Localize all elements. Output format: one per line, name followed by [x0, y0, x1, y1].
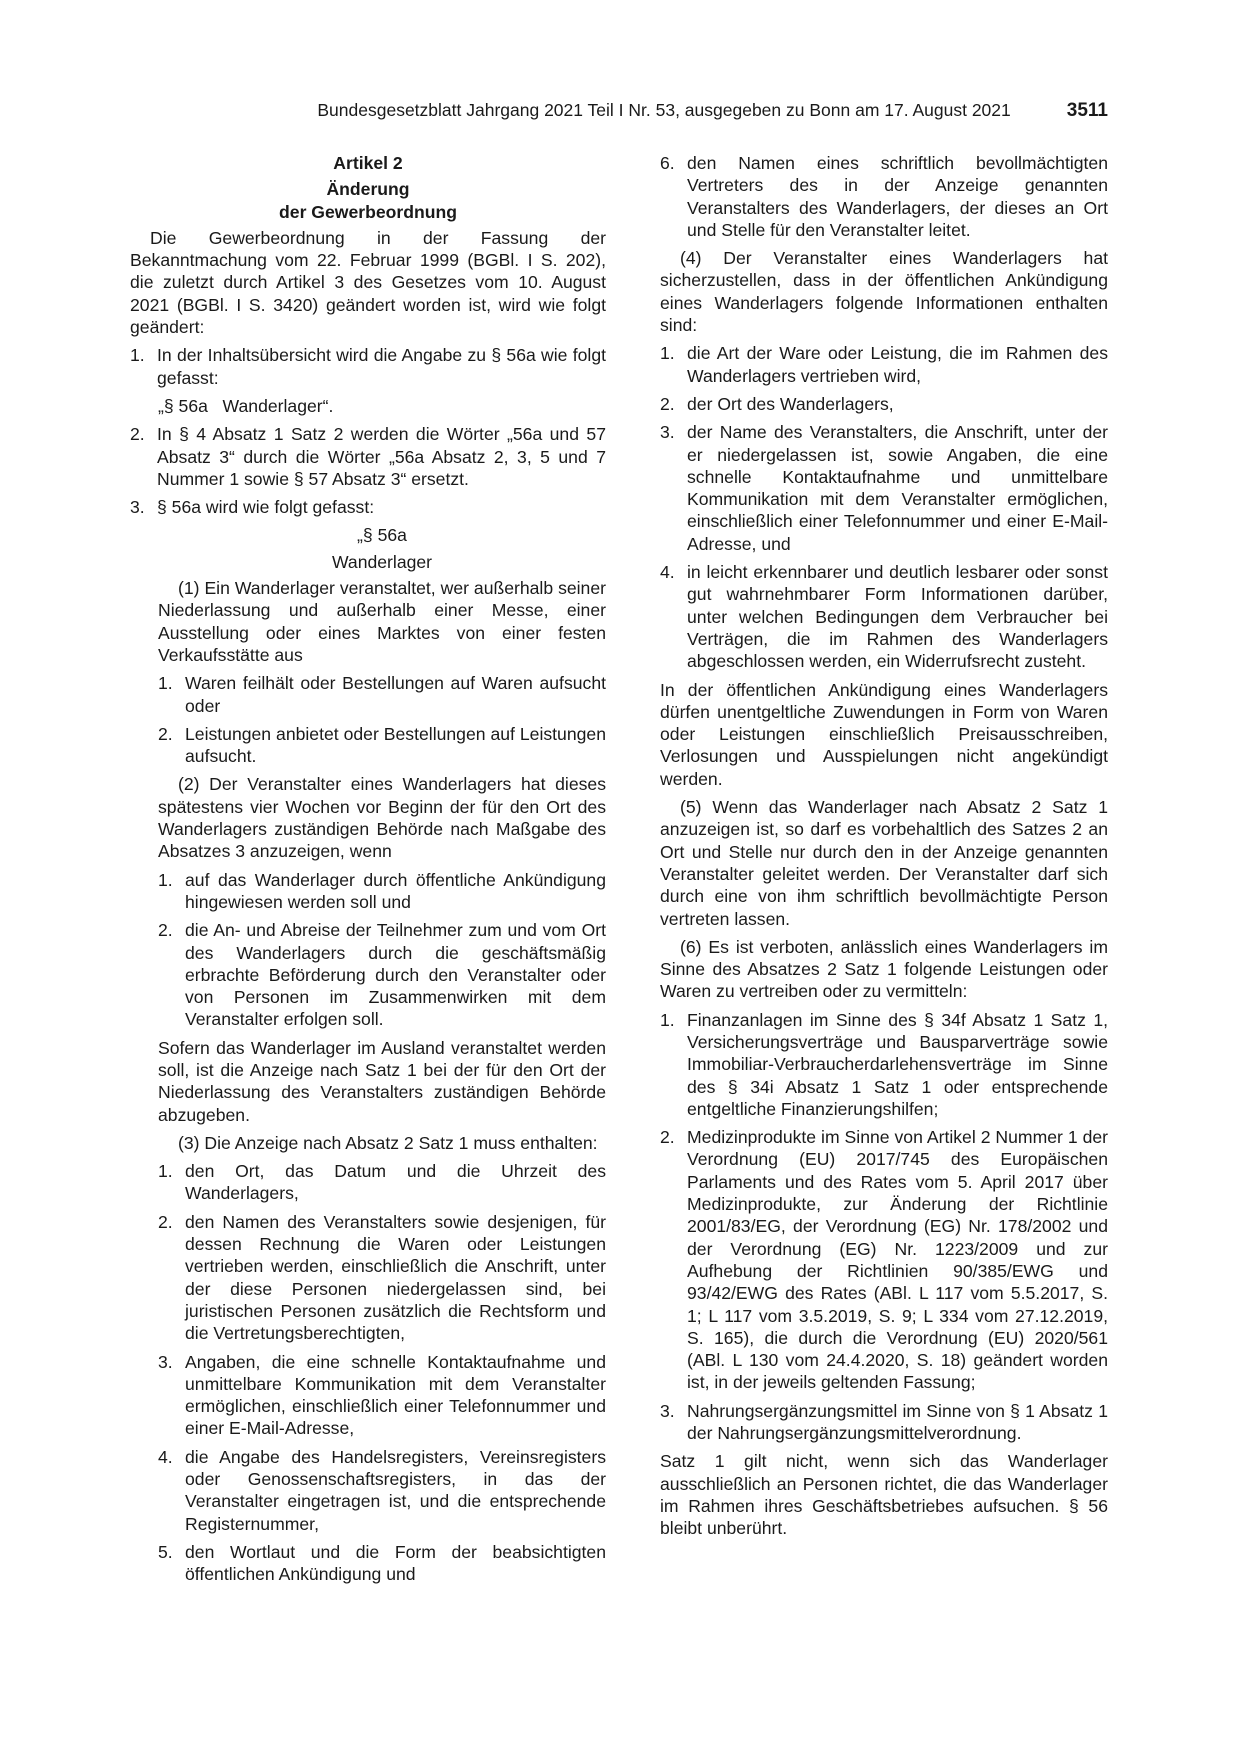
- list-item: [158, 1446, 606, 1535]
- list-item: [130, 423, 606, 490]
- item-number: 4.: [660, 562, 675, 583]
- left-column: [130, 152, 606, 1592]
- item-text: Medizinprodukte im Sinne von Artikel 2 Nummer 1 der Verordnung (EU) 2017/745 des Europäischen Parlaments und des Rates vom 5. April 2017 über Medizinprodukte, zur Änderung der Richtlinie 2001/83/EG, der Verordnung (EG) Nr. 178/2002 und der Verordnung (EG) Nr. 1223/2009 und zur Aufhebung der Richtlinien 90/385/EWG und 93/42/EWG des Rates (ABl. L 117 vom 5.5.2017, S. 1; L 117 vom 3.5.2019, S. 9; L 334 vom 27.12.2019, S. 165), die durch die Verordnung (EU) 2020/561 (ABl. L 130 vom 24.4.2020, S. 18) geändert worden ist, in der jeweils geltenden Fassung;: [687, 1127, 1108, 1393]
- item-number: 1.: [158, 869, 173, 890]
- list-item: [660, 1400, 1108, 1445]
- article-heading-line2: der Gewerbeordnung: [279, 201, 457, 222]
- item-number: 2.: [158, 723, 173, 744]
- item-number: 3.: [660, 1400, 675, 1421]
- running-title: Bundesgesetzblatt Jahrgang 2021 Teil I Nr. 53, ausgegeben zu Bonn am 17. August 2021: [317, 100, 1011, 120]
- paragraph-6-tail: Satz 1 gilt nicht, wenn sich das Wanderlager ausschließlich an Personen richtet, die das Wanderlager im Rahmen ihres Geschäftsbetriebes aufsuchen. § 56 bleibt unberührt.: [660, 1451, 1108, 1539]
- item-text: Waren feilhält oder Bestellungen auf Waren aufsucht oder: [185, 673, 606, 716]
- item-number: 1.: [660, 343, 675, 364]
- list-item: [130, 344, 606, 389]
- item-number: 2.: [660, 393, 675, 414]
- item-text: Leistungen anbietet oder Bestellungen auf Leistungen aufsucht.: [185, 723, 606, 767]
- right-column: [660, 152, 1108, 1546]
- paragraph-1: (1) Ein Wanderlager veranstaltet, wer außerhalb seiner Niederlassung und außerhalb einer Messe, einer Ausstellung oder eines Marktes von einer festen Verkaufsstätte aus: [158, 578, 606, 665]
- item-number: 1.: [158, 673, 173, 694]
- item-text: den Wortlaut und die Form der beabsichtigten öffentlichen Ankündigung und: [185, 1541, 606, 1585]
- paragraph-2: (2) Der Veranstalter eines Wanderlagers hat dieses spätestens vier Wochen vor Beginn der für den Ort des Wanderlagers zuständigen Behörde nach Maßgabe des Absatzes 3 anzuzeigen, wenn: [158, 774, 606, 862]
- item-text: der Ort des Wanderlagers,: [687, 393, 894, 414]
- item-text: In der Inhaltsübersicht wird die Angabe zu § 56a wie folgt gefasst:: [157, 345, 606, 388]
- list-item: [158, 919, 606, 1030]
- section-56a: [130, 524, 606, 1585]
- item-text: den Namen des Veranstalters sowie desjenigen, für dessen Rechnung die Waren oder Leistungen vertrieben werden, einschließlich die Anschrift, unter der diese Personen niedergelassen sind, bei juristischen Personen zusätzlich die Rechtsform und die Vertretungsberechtigten,: [185, 1211, 606, 1344]
- intro-paragraph: Die Gewerbeordnung in der Fassung der Bekanntmachung vom 22. Februar 1999 (BGBl. I S. 202), die zuletzt durch Artikel 3 des Gesetzes vom 10. August 2021 (BGBl. I S. 3420) geändert worden ist, wird wie folgt geändert:: [130, 227, 606, 338]
- list-item: [660, 342, 1108, 387]
- list-item: [158, 672, 606, 717]
- item-number: 3.: [130, 497, 145, 518]
- item-text: die Angabe des Handelsregisters, Vereinsregisters oder Genossenschaftsregisters, in das der Veranstalter eingetragen ist, und die entsprechende Registernummer,: [185, 1446, 606, 1534]
- section-title: „§ 56a: [357, 525, 407, 546]
- item-text: Finanzanlagen im Sinne des § 34f Absatz 1 Satz 1, Versicherungsverträge und Bausparverträge sowie Immobiliar-Verbraucherdarlehensverträge im Sinne des § 34i Absatz 1 Satz 1 oder entsprechende entgeltliche Finanzierungshilfen;: [687, 1009, 1108, 1119]
- list-item: [660, 1126, 1108, 1394]
- item-text: Nahrungsergänzungsmittel im Sinne von § 1 Absatz 1 der Nahrungsergänzungsmittelverordnung.: [687, 1400, 1108, 1444]
- paragraph-4-tail: In der öffentlichen Ankündigung eines Wanderlagers dürfen unentgeltliche Zuwendungen in Form von Waren oder Leistungen einschließlich Preisausschreiben, Verlosungen und Ausspielungen nicht angekündigt werden.: [660, 679, 1108, 789]
- page-number: 3511: [1066, 100, 1108, 121]
- item-text: den Ort, das Datum und die Uhrzeit des Wanderlagers,: [185, 1161, 606, 1204]
- item-number: 3.: [660, 422, 675, 443]
- item-text: der Name des Veranstalters, die Anschrift, unter der er niedergelassen ist, sowie Angaben, die eine schnelle Kontaktaufnahme und unmittelbare Kommunikation mit dem Veranstalter ermöglichen, einschließlich einer Telefonnummer und einer E-Mail-Adresse, und: [687, 422, 1108, 554]
- item-text: Angaben, die eine schnelle Kontaktaufnahme und unmittelbare Kommunikation mit dem Veranstalter ermöglichen, einschließlich einer Telefonnummer und einer E-Mail-Adresse,: [185, 1351, 606, 1439]
- list-item: [130, 496, 606, 518]
- list-item: [660, 421, 1108, 555]
- list-item: [660, 1009, 1108, 1120]
- paragraph-2-tail: Sofern das Wanderlager im Ausland veranstaltet werden soll, ist die Anzeige nach Satz 1 bei der für den Ort der Niederlassung des Veranstalters zuständigen Behörde abzugeben.: [158, 1037, 606, 1125]
- item-text: die Art der Ware oder Leistung, die im Rahmen des Wanderlagers vertrieben wird,: [687, 343, 1108, 386]
- paragraph-4: (4) Der Veranstalter eines Wanderlagers hat sicherzustellen, dass in der öffentlichen Ankündigung eines Wanderlagers folgende Informationen enthalten sind:: [660, 248, 1108, 336]
- item-text: § 56a wird wie folgt gefasst:: [157, 497, 375, 518]
- item-number: 3.: [158, 1351, 173, 1372]
- section-name: Wanderlager: [331, 551, 433, 572]
- item-number: 5.: [158, 1541, 173, 1562]
- list-item: [158, 1211, 606, 1345]
- item-text: den Namen eines schriftlich bevollmächtigten Vertreters des in der Anzeige genannten Veranstalters des Wanderlagers, der dieses an Ort und Stelle für den Veranstalter leitet.: [687, 153, 1108, 240]
- item-text: in leicht erkennbarer und deutlich lesbarer oder sonst gut wahrnehmbarer Form Informationen darüber, unter welchen Bedingungen dem Verbraucher bei Verträgen, die im Rahmen des Wanderlagers abgeschlossen werden, ein Widerrufsrecht zusteht.: [687, 562, 1108, 672]
- list-item: [660, 393, 1108, 415]
- item-text: auf das Wanderlager durch öffentliche Ankündigung hingewiesen werden soll und: [185, 869, 606, 912]
- item-number: 6.: [660, 153, 675, 173]
- list-item: [158, 1351, 606, 1440]
- paragraph-6: (6) Es ist verboten, anlässlich eines Wanderlagers im Sinne des Absatzes 2 Satz 1 folgende Leistungen oder Waren zu vertreiben oder zu vermitteln:: [660, 936, 1108, 1002]
- item-number: 4.: [158, 1446, 173, 1467]
- item-number: 1.: [660, 1009, 675, 1030]
- item-number: 1.: [130, 345, 145, 366]
- paragraph-5: (5) Wenn das Wanderlager nach Absatz 2 Satz 1 anzuzeigen ist, so darf es vorbehaltlich des Satzes 2 an Ort und Stelle nur durch den in der Anzeige genannten Veranstalter geleitet werden. Der Veranstalter darf sich durch eine von ihm schriftlich bevollmächtigte Person vertreten lassen.: [660, 797, 1108, 929]
- list-item: [158, 1541, 606, 1586]
- paragraph-3: (3) Die Anzeige nach Absatz 2 Satz 1 muss enthalten:: [178, 1132, 598, 1153]
- article-number: Artikel 2: [333, 153, 403, 173]
- list-item: [660, 152, 1108, 241]
- list-item: [158, 723, 606, 768]
- item-number: 1.: [158, 1161, 173, 1182]
- item-text: die An- und Abreise der Teilnehmer zum und vom Ort des Wanderlagers durch die geschäftsmäßig erbrachte Beförderung durch den Veranstalter oder von Personen im Zusammenwirken mit dem Veranstalter erfolgen soll.: [185, 920, 606, 1030]
- item-number: 2.: [158, 920, 173, 941]
- list-item: [158, 1160, 606, 1205]
- list-item: [660, 561, 1108, 672]
- item-number: 2.: [158, 1211, 173, 1232]
- item-number: 2.: [660, 1127, 675, 1148]
- quoted-heading: „§ 56a Wanderlager“.: [158, 395, 334, 416]
- article-heading-line1: Änderung: [326, 179, 410, 200]
- page-header: [130, 100, 1108, 122]
- item-number: 2.: [130, 424, 145, 445]
- item-text: In § 4 Absatz 1 Satz 2 werden die Wörter „56a und 57 Absatz 3“ durch die Wörter „56a Absatz 2, 3, 5 und 7 Nummer 1 sowie § 57 Absatz 3“ ersetzt.: [157, 424, 606, 489]
- list-item: [158, 869, 606, 914]
